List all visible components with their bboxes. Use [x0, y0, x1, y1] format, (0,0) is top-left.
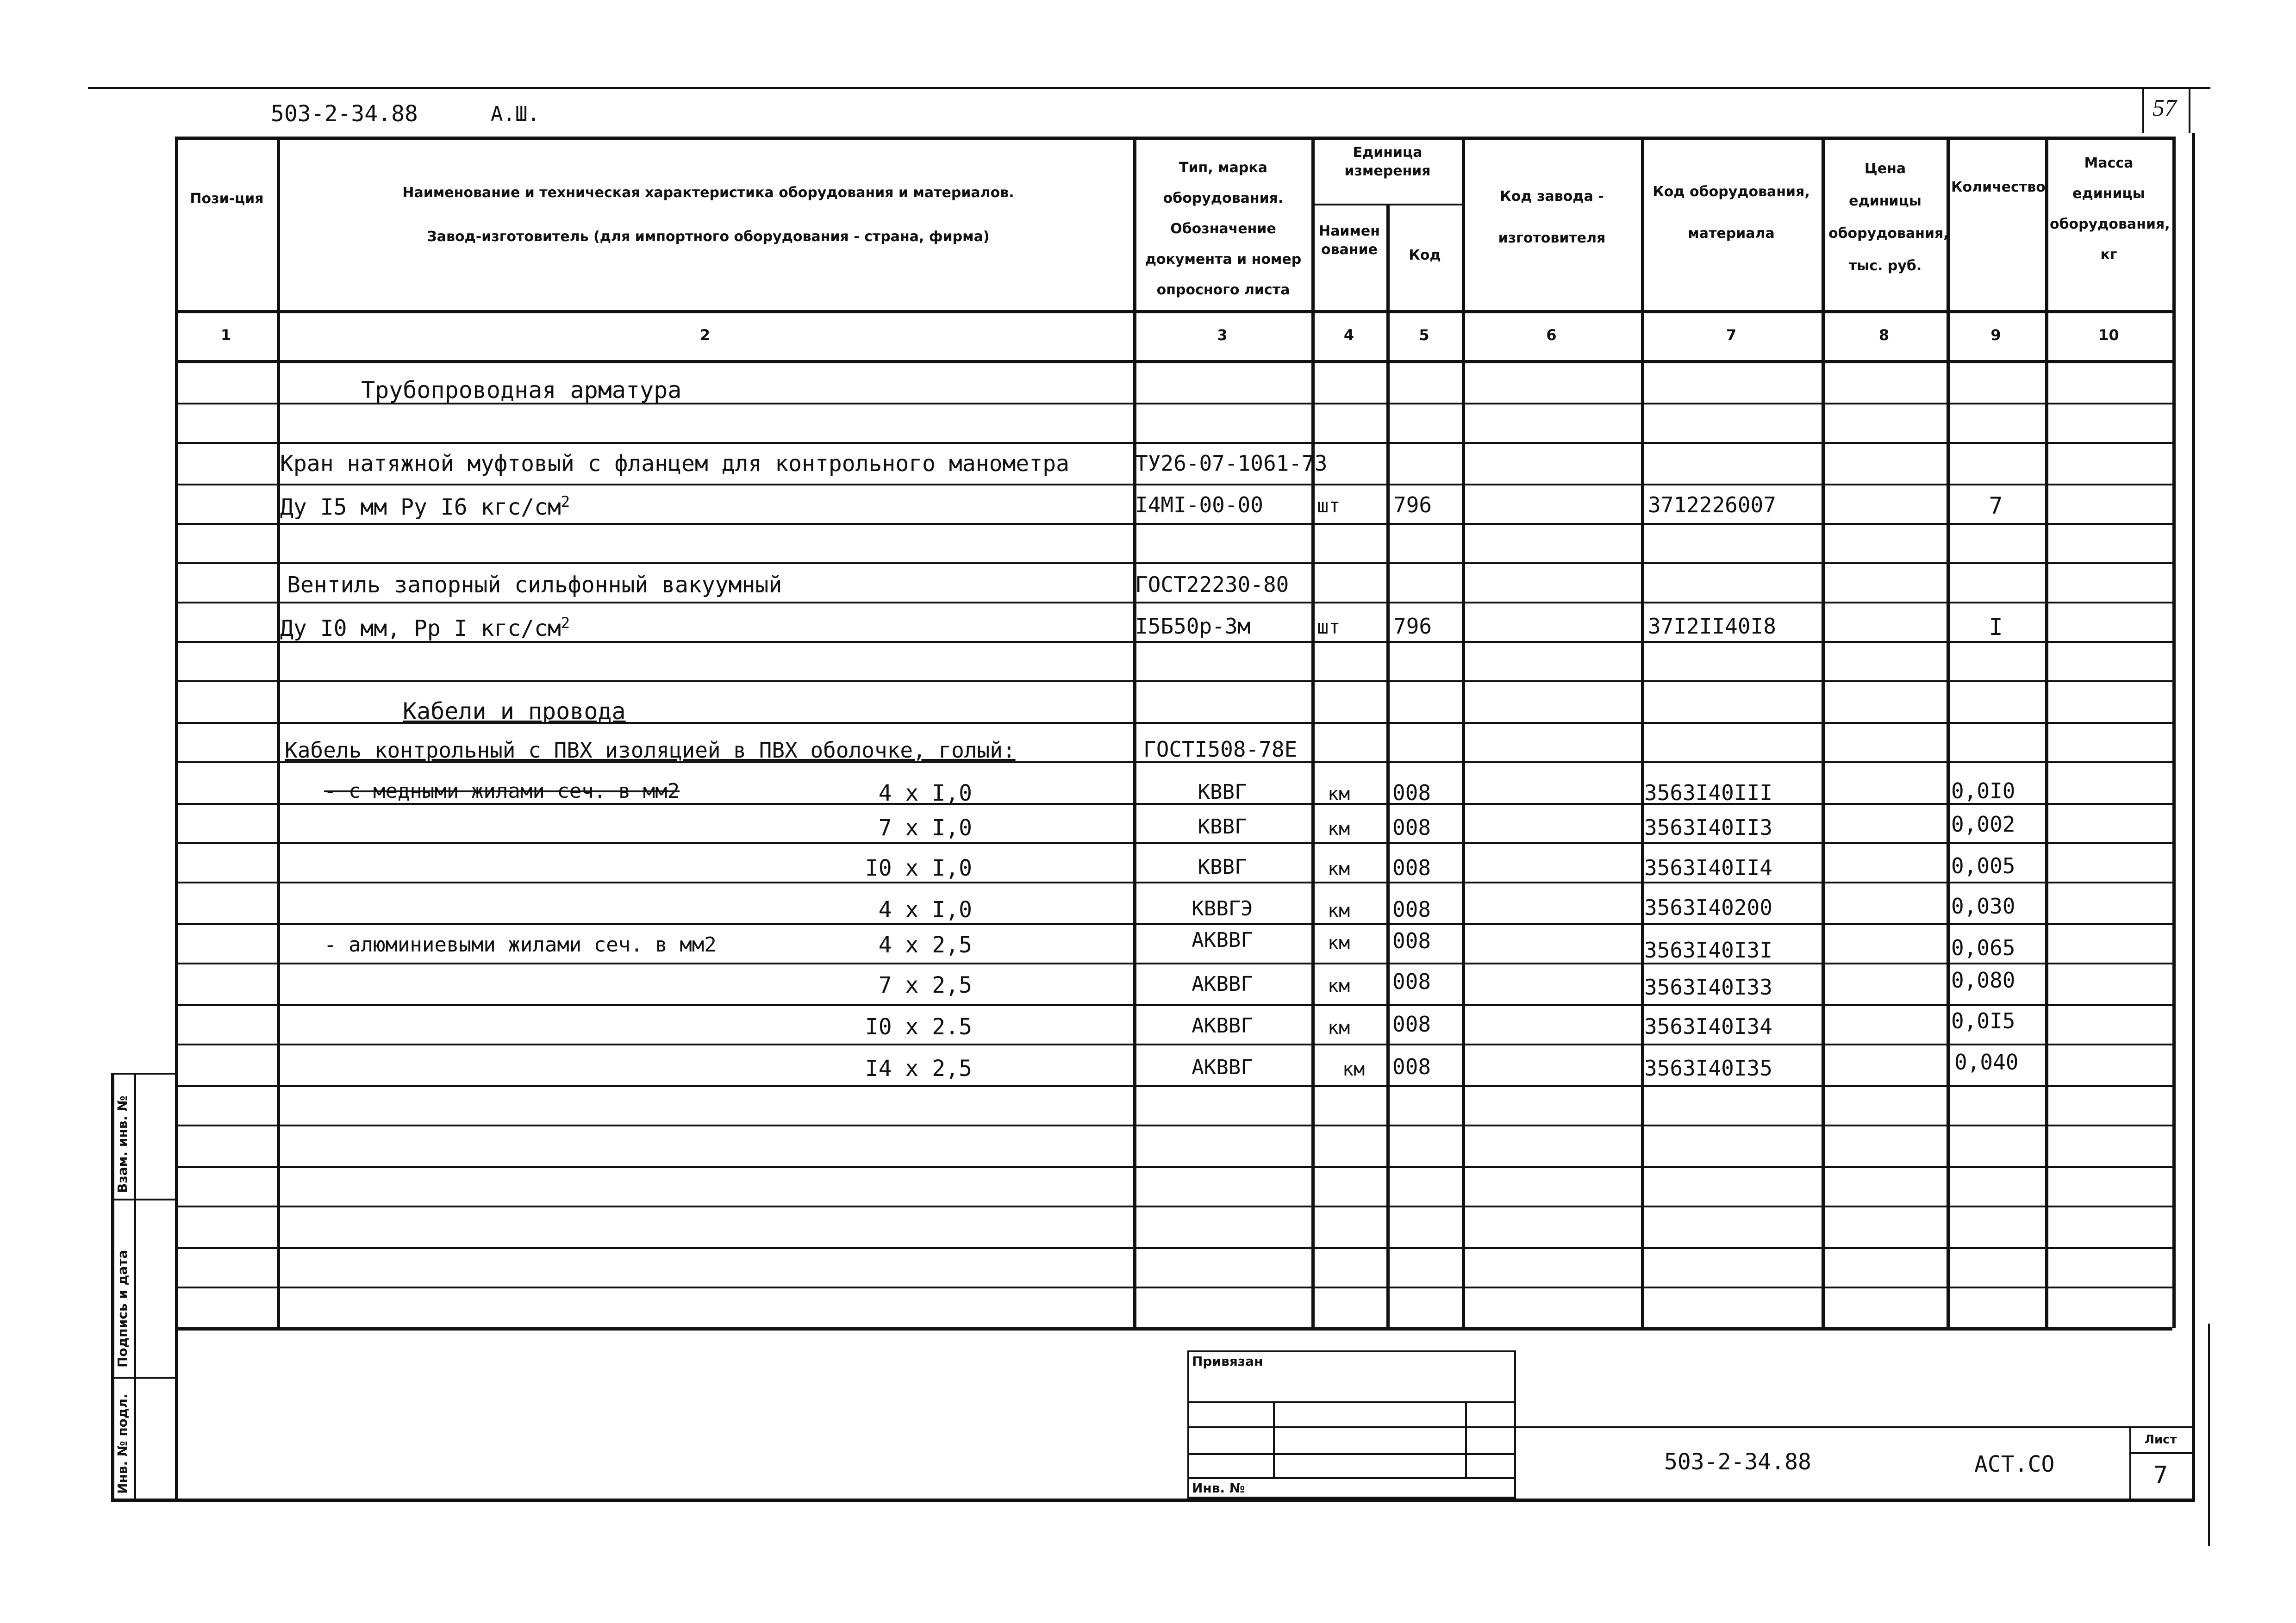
- item-shutoff-material: 37I2II40I8: [1648, 614, 1776, 639]
- cable-material: 3563I40200: [1644, 895, 1772, 920]
- side-strip-left: [111, 1073, 114, 1499]
- row-line: [175, 923, 2172, 925]
- cable-code: 008: [1392, 969, 1431, 994]
- cable-qty: 0,0I0: [1951, 778, 2015, 803]
- title-block-top: [1516, 1426, 2192, 1428]
- colnum-7: 7: [1726, 326, 1737, 344]
- item-shutoff-spec-sup: 2: [561, 614, 570, 632]
- sheet-box-split: [2129, 1452, 2192, 1454]
- cable-unit: км: [1328, 818, 1350, 839]
- table-right-border: [2192, 133, 2195, 1502]
- cable-size: 4 x I,0: [878, 897, 972, 923]
- alum-label: - алюминиевыми жилами сеч. в мм2: [324, 933, 717, 957]
- side-strip-inner: [134, 1073, 136, 1499]
- cable-code: 008: [1392, 855, 1431, 880]
- cable-description: Кабель контрольный с ПВХ изоляцией в ПВХ оболочке, голый:: [285, 738, 1016, 763]
- cable-material: 3563I40I33: [1644, 975, 1772, 1000]
- section-title-cables: Кабели и провода: [403, 698, 626, 725]
- header-col5: Код: [1409, 247, 1441, 263]
- col-sep-5: [1462, 137, 1465, 1328]
- item-valve-name: Кран натяжной муфтовый с фланцем для контрольного манометра: [280, 451, 1070, 477]
- header-col3: Тип, марка оборудования. Обозначение документа и номер опросного листа: [1145, 160, 1302, 298]
- cable-unit: км: [1328, 1017, 1350, 1038]
- row-line: [175, 442, 2172, 444]
- cable-code: 008: [1392, 780, 1431, 805]
- header-col2-line1: Наименование и техническая характеристика оборудования и материалов.: [402, 185, 1014, 201]
- header-col1: Пози-ция: [190, 191, 264, 207]
- cable-material: 3563I40I3I: [1644, 938, 1772, 963]
- cable-material: 3563I40II4: [1644, 855, 1772, 880]
- cable-qty: 0,040: [1954, 1050, 2019, 1075]
- top-rule: [88, 87, 2210, 89]
- item-shutoff-mark: I5Б50р-3м: [1135, 614, 1251, 639]
- title-album: АСТ.СО: [1974, 1451, 2055, 1477]
- cable-type: АКВВГ: [1192, 1014, 1253, 1038]
- header-bottom-border: [175, 310, 2172, 313]
- row-line: [175, 680, 2172, 682]
- col-sep-9: [2045, 137, 2048, 1328]
- inv-no-label: Инв. №: [1192, 1480, 1245, 1496]
- right-margin-line: [2208, 1324, 2210, 1546]
- row-line: [175, 562, 2172, 564]
- row-line: [175, 484, 2172, 485]
- item-shutoff-code: 796: [1393, 614, 1432, 639]
- cable-qty: 0,002: [1951, 812, 2015, 837]
- row-line: [175, 803, 2172, 805]
- cable-type: КВВГЭ: [1192, 897, 1253, 920]
- item-valve-qty: 7: [1989, 492, 2003, 519]
- cable-qty: 0,0I5: [1951, 1008, 2015, 1033]
- row-line: [175, 602, 2172, 603]
- binding-vline: [1273, 1401, 1275, 1477]
- col-sep-2: [1133, 137, 1136, 1328]
- top-album: А.Ш.: [491, 102, 540, 126]
- row-line: [175, 882, 2172, 883]
- cable-code: 008: [1392, 815, 1431, 840]
- header-col6: Код завода - изготовителя: [1498, 188, 1606, 246]
- cable-size: I0 x 2.5: [865, 1014, 972, 1040]
- cable-unit: км: [1328, 900, 1350, 921]
- item-shutoff-spec: [280, 616, 570, 640]
- item-valve-spec-sup: 2: [561, 493, 570, 510]
- table-body-bottom: [175, 1327, 2172, 1331]
- title-doc-code: 503-2-34.88: [1664, 1449, 1811, 1475]
- row-line: [175, 1247, 2172, 1249]
- cable-type: КВВГ: [1198, 780, 1247, 804]
- header-col45: Единица измерения: [1344, 144, 1431, 179]
- row-line: [175, 1085, 2172, 1087]
- cable-unit: км: [1328, 784, 1350, 805]
- cable-size: I4 x 2,5: [865, 1056, 972, 1082]
- header-col10: Масса единицы оборудования, кг: [2050, 155, 2170, 263]
- row-line: [175, 963, 2172, 964]
- cable-type: АКВВГ: [1192, 928, 1253, 952]
- col10-right-border: [2172, 137, 2176, 1328]
- cable-code: 008: [1392, 897, 1431, 922]
- cable-size: 7 x 2,5: [878, 972, 972, 998]
- binding-vline: [1465, 1401, 1467, 1477]
- cable-type: КВВГ: [1198, 815, 1247, 839]
- cable-qty: 0,005: [1951, 853, 2015, 878]
- cable-code: 008: [1392, 928, 1431, 953]
- cable-qty: 0,030: [1951, 894, 2015, 919]
- page-bottom-border: [111, 1499, 2194, 1502]
- item-shutoff-qty: I: [1989, 614, 2003, 640]
- item-valve-spec: [280, 494, 570, 518]
- cable-material: 3563I40I34: [1644, 1014, 1772, 1039]
- copper-label: - с медными жилами сеч. в мм2: [324, 779, 680, 803]
- header-col8: Цена единицы оборудования, тыс. руб.: [1828, 161, 1949, 274]
- col-sep-7: [1822, 137, 1825, 1328]
- cable-material: 3563I40III: [1644, 780, 1772, 805]
- colnum-8: 8: [1878, 326, 1890, 344]
- col-sep-6: [1641, 137, 1644, 1328]
- item-valve-unit: шт: [1317, 494, 1341, 517]
- col-sep-1: [277, 137, 280, 1328]
- cable-unit: км: [1342, 1059, 1365, 1080]
- cable-type: КВВГ: [1198, 855, 1247, 879]
- row-line: [175, 842, 2172, 844]
- side-label-inv-podl: Инв. № подл.: [115, 1393, 130, 1494]
- header-col9: Количество: [1951, 179, 2046, 195]
- row-line: [175, 1044, 2172, 1045]
- item-shutoff-spec-text: Ду I0 мм, Рр I кгс/см: [280, 616, 561, 641]
- row-line: [175, 1125, 2172, 1126]
- colnum-1: 1: [220, 326, 231, 344]
- row-line: [175, 1206, 2172, 1207]
- colnum-3: 3: [1217, 326, 1228, 344]
- cable-type: АКВВГ: [1192, 1056, 1253, 1079]
- cable-qty: 0,080: [1951, 968, 2015, 993]
- cable-unit: км: [1328, 933, 1350, 954]
- row-line: [175, 523, 2172, 525]
- sheet-label: Лист: [2144, 1433, 2177, 1447]
- cable-material: 3563I40I35: [1644, 1056, 1772, 1081]
- side-label-signature: Подпись и дата: [115, 1250, 130, 1368]
- cable-code: 008: [1392, 1054, 1431, 1079]
- cable-size: 4 x I,0: [878, 780, 972, 806]
- colnum-10: 10: [2098, 326, 2119, 344]
- table-top-border: [175, 137, 2172, 140]
- cable-unit: км: [1328, 858, 1350, 880]
- item-valve-type: ТУ26-07-1061-73: [1135, 451, 1328, 476]
- side-label-vzam: Взам. инв. №: [115, 1095, 130, 1193]
- item-shutoff-unit: шт: [1317, 616, 1341, 638]
- row-line: [175, 1004, 2172, 1006]
- binding-stamp-label: Привязан: [1192, 1354, 1263, 1369]
- item-valve-mark: I4МI-00-00: [1135, 492, 1263, 517]
- top-doc-code: 503-2-34.88: [271, 101, 418, 127]
- col-sep-8: [1947, 137, 1950, 1328]
- side-strip-split: [111, 1377, 176, 1379]
- item-valve-material: 3712226007: [1648, 492, 1776, 517]
- sheet-number: 7: [2153, 1461, 2168, 1489]
- col-number-bottom-border: [175, 360, 2172, 363]
- cable-size: 7 x I,0: [878, 815, 972, 841]
- sheet-box-left: [2129, 1426, 2131, 1499]
- header-col7: Код оборудования, материала: [1653, 184, 1810, 242]
- top-page-box-left: [2142, 87, 2144, 133]
- header-col4: Наименование: [1319, 223, 1380, 258]
- unit-header-split: [1311, 204, 1462, 205]
- colnum-6: 6: [1546, 326, 1557, 344]
- row-line: [175, 1166, 2172, 1168]
- item-shutoff-standard: ГОСТ22230-80: [1135, 572, 1289, 597]
- item-valve-spec-text: Ду I5 мм Ру I6 кгс/см: [280, 494, 561, 520]
- cable-type: АКВВГ: [1192, 972, 1253, 996]
- cable-qty: 0,065: [1951, 935, 2015, 960]
- col-sep-4: [1386, 204, 1390, 1328]
- row-line: [175, 1287, 2172, 1288]
- cable-size: I0 x I,0: [865, 855, 972, 881]
- col-sep-3: [1311, 137, 1315, 1328]
- cable-code: 008: [1392, 1012, 1431, 1037]
- cable-size: 4 x 2,5: [878, 932, 972, 958]
- side-strip-split: [111, 1199, 176, 1200]
- item-valve-code: 796: [1393, 492, 1432, 517]
- cable-unit: км: [1328, 976, 1350, 997]
- colnum-9: 9: [1990, 326, 2001, 344]
- item-shutoff-name: Вентиль запорный сильфонный вакуумный: [287, 572, 782, 598]
- colnum-4: 4: [1343, 326, 1354, 344]
- page-number: 57: [2152, 95, 2177, 121]
- section-title-pipeline: Трубопроводная арматура: [361, 377, 682, 404]
- colnum-2: 2: [699, 326, 711, 344]
- cable-standard: ГОСТI508-78Е: [1143, 737, 1298, 762]
- side-strip-top: [111, 1073, 176, 1075]
- cable-material: 3563I40II3: [1644, 815, 1772, 840]
- colnum-5: 5: [1419, 326, 1429, 344]
- header-col2-line2: Завод-изготовитель (для импортного оборудования - страна, фирма): [427, 229, 990, 245]
- top-page-box-right: [2189, 87, 2190, 133]
